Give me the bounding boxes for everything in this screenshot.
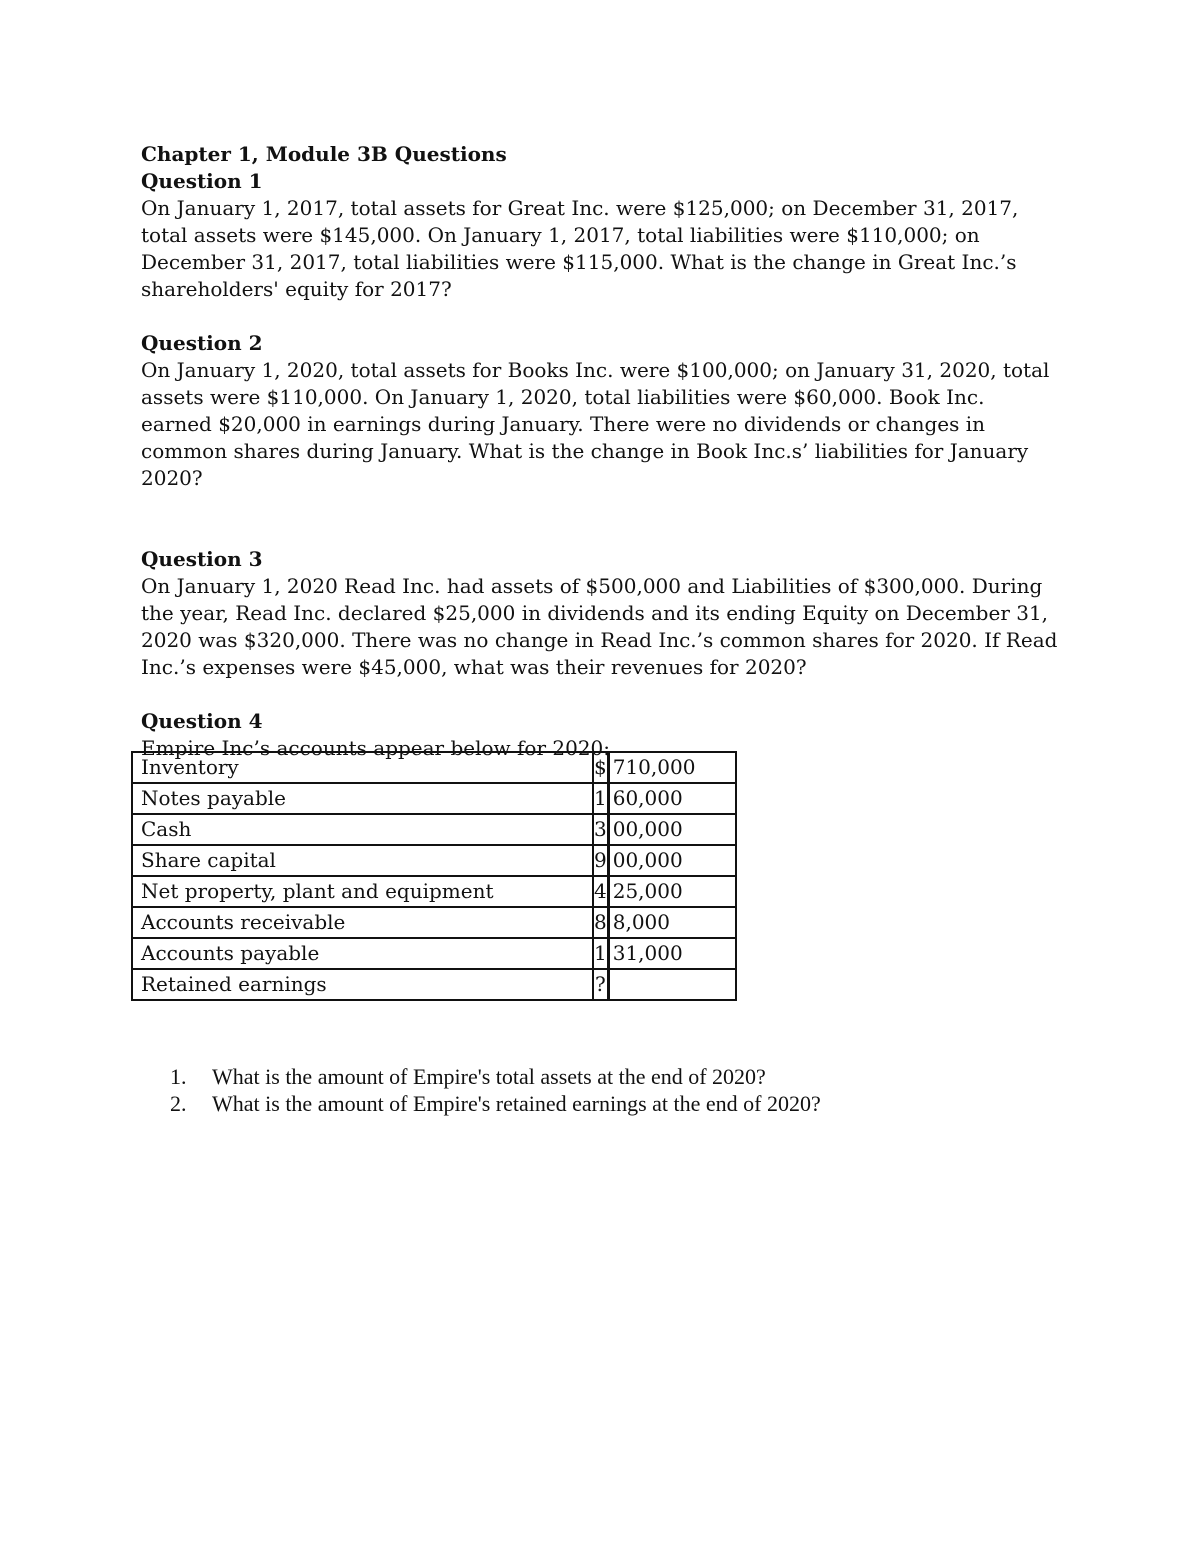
table-row xyxy=(132,814,736,845)
table-row xyxy=(132,907,736,938)
question-4-heading: Question 4 xyxy=(141,709,263,733)
document-page xyxy=(141,141,1061,762)
question-2-text: On January 1, 2020, total assets for Books Inc. were $100,000; on January 31, 2020, total assets were $110,000. On January 1, 2020, total liabilities were $60,000. Book Inc. earned $20,000 in earnings during January. There were no dividends or changes in common shares during January. What is the change in Book Inc.s’ liabilities for January 2020? xyxy=(141,358,1050,490)
table-row xyxy=(132,783,736,814)
account-amount: 31,000 xyxy=(608,938,736,969)
question-1-text: On January 1, 2017, total assets for Great Inc. were $125,000; on December 31, 2017, total assets were $145,000. On January 1, 2017, total liabilities were $110,000; on December 31, 2017, total liabilities were $115,000. What is the change in Great Inc.’s shareholders' equity for 2017? xyxy=(141,196,1019,301)
spacer xyxy=(141,303,1061,330)
account-name: Accounts receivable xyxy=(132,907,593,938)
account-amount: 710,000 xyxy=(608,752,736,783)
spacer xyxy=(141,492,1061,546)
document-title: Chapter 1, Module 3B Questions xyxy=(141,142,507,166)
amount-prefix: 4 xyxy=(593,876,608,907)
table-row xyxy=(132,752,736,783)
amount-prefix: 1 xyxy=(593,783,608,814)
amount-prefix: $ xyxy=(593,752,608,783)
account-name: Cash xyxy=(132,814,593,845)
question-4-text: Empire Inc’s accounts appear below for 2020: xyxy=(141,736,611,760)
account-name: Inventory xyxy=(132,752,593,783)
table-row xyxy=(132,876,736,907)
account-amount: 00,000 xyxy=(608,845,736,876)
list-item xyxy=(170,1090,821,1117)
account-name: Notes payable xyxy=(132,783,593,814)
list-text: What is the amount of Empire's total assets at the end of 2020? xyxy=(212,1064,766,1089)
account-name: Share capital xyxy=(132,845,593,876)
account-name: Accounts payable xyxy=(132,938,593,969)
question-1-heading: Question 1 xyxy=(141,169,263,193)
amount-prefix: 9 xyxy=(593,845,608,876)
list-text: What is the amount of Empire's retained earnings at the end of 2020? xyxy=(212,1091,821,1116)
account-amount: 8,000 xyxy=(608,907,736,938)
table-row xyxy=(132,938,736,969)
list-number: 1. xyxy=(170,1064,187,1089)
account-amount xyxy=(608,969,736,1000)
amount-prefix: 1 xyxy=(593,938,608,969)
amount-prefix: ? xyxy=(593,969,608,1000)
sub-question-list xyxy=(170,1063,821,1117)
account-name: Net property, plant and equipment xyxy=(132,876,593,907)
account-amount: 00,000 xyxy=(608,814,736,845)
amount-prefix: 8 xyxy=(593,907,608,938)
question-3-heading: Question 3 xyxy=(141,547,263,571)
account-amount: 25,000 xyxy=(608,876,736,907)
list-number: 2. xyxy=(170,1091,187,1116)
amount-prefix: 3 xyxy=(593,814,608,845)
account-name: Retained earnings xyxy=(132,969,593,1000)
question-2-heading: Question 2 xyxy=(141,331,263,355)
question-3-text: On January 1, 2020 Read Inc. had assets of $500,000 and Liabilities of $300,000. During the year, Read Inc. declared $25,000 in dividends and its ending Equity on December 31, 2020 was $320,000. There was no change in Read Inc.’s common shares for 2020. If Read Inc.’s expenses were $45,000, what was their revenues for 2020? xyxy=(141,574,1058,679)
account-amount: 60,000 xyxy=(608,783,736,814)
table-row xyxy=(132,969,736,1000)
list-item xyxy=(170,1063,821,1090)
spacer xyxy=(141,681,1061,708)
accounts-table xyxy=(131,751,737,1001)
table-row xyxy=(132,845,736,876)
